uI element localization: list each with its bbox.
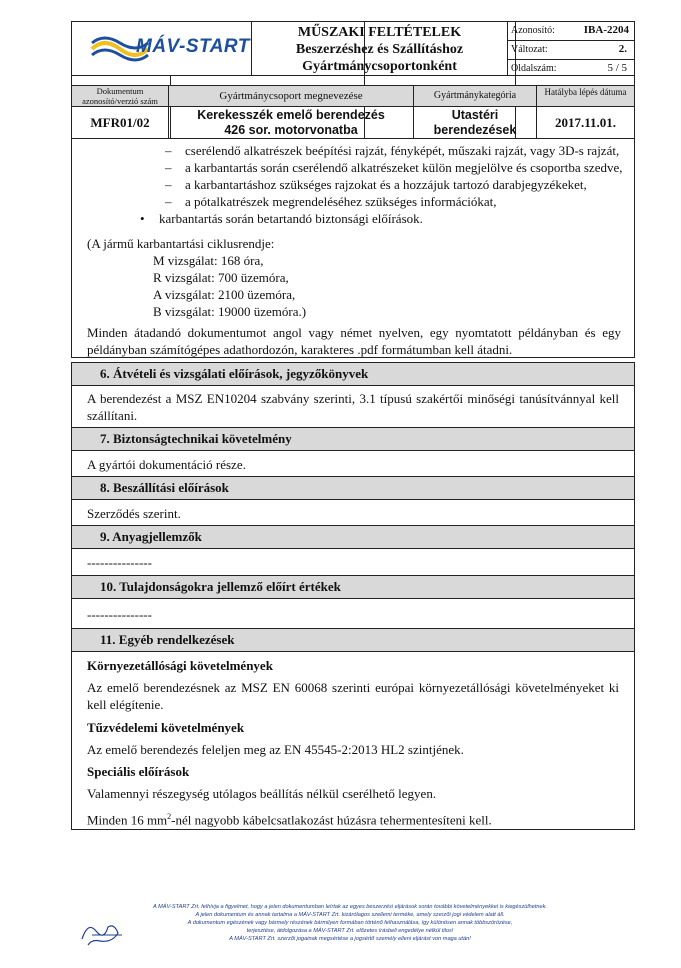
cycle-intro: (A jármű karbantartási ciklusrendje: <box>87 236 275 251</box>
section-7 <box>71 427 635 477</box>
dash-item: – <box>165 143 172 158</box>
cycle-item: R vizsgálat: 700 üzemóra, <box>153 270 289 285</box>
title-line-2: Beszerzéshez és Szállításhoz <box>295 42 464 57</box>
meta-value: IBA-2204 <box>583 24 629 36</box>
meta-row-page <box>508 60 634 77</box>
footer-line: A dokumentum egészének vagy bármely részének bármilyen formában történő felhasználása, így különösen annak többszörözése, <box>187 920 513 926</box>
bullet-icon: • <box>140 211 145 226</box>
dash-item: – <box>165 194 172 209</box>
section-8 <box>71 476 635 526</box>
col-header-category: Gyártmánykategória <box>413 85 537 107</box>
dash-item-text: a pótalkatrészek megrendeléséhez szükséges információkat, <box>185 194 497 209</box>
section-11 <box>71 628 635 830</box>
section-8-text: Szerződés szerint. <box>87 506 181 521</box>
meta-value: 5 / 5 <box>607 62 627 74</box>
meta-row-version <box>508 41 634 60</box>
cycle-item: A vizsgálat: 2100 üzemóra, <box>153 287 296 302</box>
section-8-title: 8. Beszállítási előírások <box>72 477 634 500</box>
col-header-doc-id: Dokumentum azonosító/verzió szám <box>71 85 169 107</box>
final-paragraph: Minden átadandó dokumentumot angol vagy német nyelven, egy nyomtatott példányban és egy példányban számítógépes adathordozón, karakteres .pdf formátumban kell átadni. <box>87 325 621 357</box>
special-text-2: Minden 16 $mm^2$-nél nagyobb kábelcsatlakozást húzásra tehermentesíteni kell. <box>87 812 492 828</box>
section-10 <box>71 575 635 629</box>
section-6-title: 6. Átvételi és vizsgálati előírások, jegyzőkönyvek <box>72 363 634 386</box>
dash-item: – <box>165 160 172 175</box>
special-heading: Speciális előírások <box>87 764 190 779</box>
header-meta-cell <box>507 21 635 76</box>
header-logo-cell <box>71 21 252 76</box>
dash-item-text: cserélendő alkatrészek beépítési rajzát, fényképét, műszaki rajzát, vagy 3D-s rajzát, <box>185 143 620 158</box>
section-9-text: --------------- <box>87 555 152 570</box>
section-11-title: 11. Egyéb rendelkezések <box>72 629 634 652</box>
fire-text: Az emelő berendezés feleljen meg az EN 45545-2:2013 HL2 szintjének. <box>87 742 464 757</box>
col-header-group: Gyártmánycsoport megnevezése <box>168 85 414 107</box>
dash-item-text: a karbantartás során cserélendő alkatrészeket külön megjelölve és csoportba szedve, <box>185 160 623 175</box>
meta-label: Változat: <box>511 44 548 55</box>
footer-line: A MÁV-START Zrt. felhívja a figyelmet, hogy a jelen dokumentumban leírtak az egyes beszerzési eljárások során további követelményekkel is kiegészülhetnek. <box>153 904 547 910</box>
meta-label: Oldalszám: <box>511 63 557 74</box>
section-7-title: 7. Biztonságtechnikai követelmény <box>72 428 634 451</box>
section-9-title: 9. Anyagjellemzők <box>72 526 634 549</box>
section-7-text: A gyártói dokumentáció része. <box>87 457 246 472</box>
fire-heading: Tűzvédelemi követelmények <box>87 720 245 735</box>
continuation-block <box>71 138 635 358</box>
footer-line: A MÁV-START Zrt. szerzői jogainak megsértése a jogsértő személy elleni eljárást von maga után! <box>229 936 471 942</box>
value-group: Kerekesszék emelő berendezés 426 sor. motorvonatba <box>168 106 414 139</box>
footer <box>60 903 640 955</box>
env-heading: Környezetállósági követelmények <box>87 658 273 673</box>
meta-label: Azonosító: <box>511 25 555 36</box>
section-10-text: --------------- <box>87 607 152 622</box>
meta-row-id <box>508 22 634 41</box>
cycle-item: B vizsgálat: 19000 üzemóra.) <box>153 304 307 319</box>
footer-line: A jelen dokumentum és annak tartalma a MÁV-START Zrt. kizárólagos szellemi terméke, amely szerzői jogi védelem alatt áll. <box>195 912 505 918</box>
value-effective: 2017.11.01. <box>536 106 635 139</box>
col-header-effective: Hatályba lépés dátuma <box>536 85 635 107</box>
header-title-cell <box>251 21 508 76</box>
section-9 <box>71 525 635 576</box>
value-doc-id: MFR01/02 <box>71 106 169 139</box>
bullet-item-text: karbantartás során betartandó biztonsági előírások. <box>159 211 423 226</box>
footer-line: terjesztése, átdolgozása a MÁV-START Zrt. előzetes írásbeli engedélye nélkül tilos! <box>246 928 454 934</box>
title-line-1: MŰSZAKI FELTÉTELEK <box>297 25 462 40</box>
special-text-1: Valamennyi részegység utólagos beállítás nélkül cserélhető legyen. <box>87 786 437 801</box>
env-text: Az emelő berendezésnek az MSZ EN 60068 szerinti európai környezetállósági követelményeket ki kell elégítenie. <box>87 680 619 712</box>
dash-item: – <box>165 177 172 192</box>
logo-text: MÁV-START <box>136 36 250 57</box>
meta-value: 2. <box>618 43 627 55</box>
section-6 <box>71 362 635 428</box>
title-line-3: Gyártmánycsoportonként <box>302 59 457 74</box>
section-10-title: 10. Tulajdonságokra jellemző előírt értékek <box>72 576 634 599</box>
cycle-item: M vizsgálat: 168 óra, <box>153 253 264 268</box>
section-6-text: A berendezést a MSZ EN10204 szabvány szerinti, 3.1 típusú szakértői minőségi tanúsítvánnyal kell szállítani. <box>87 391 619 423</box>
value-category: Utastéri berendezések <box>413 106 537 139</box>
dash-item-text: a karbantartáshoz szükséges rajzokat és a hozzájuk tartozó darabjegyzékeket, <box>185 177 587 192</box>
